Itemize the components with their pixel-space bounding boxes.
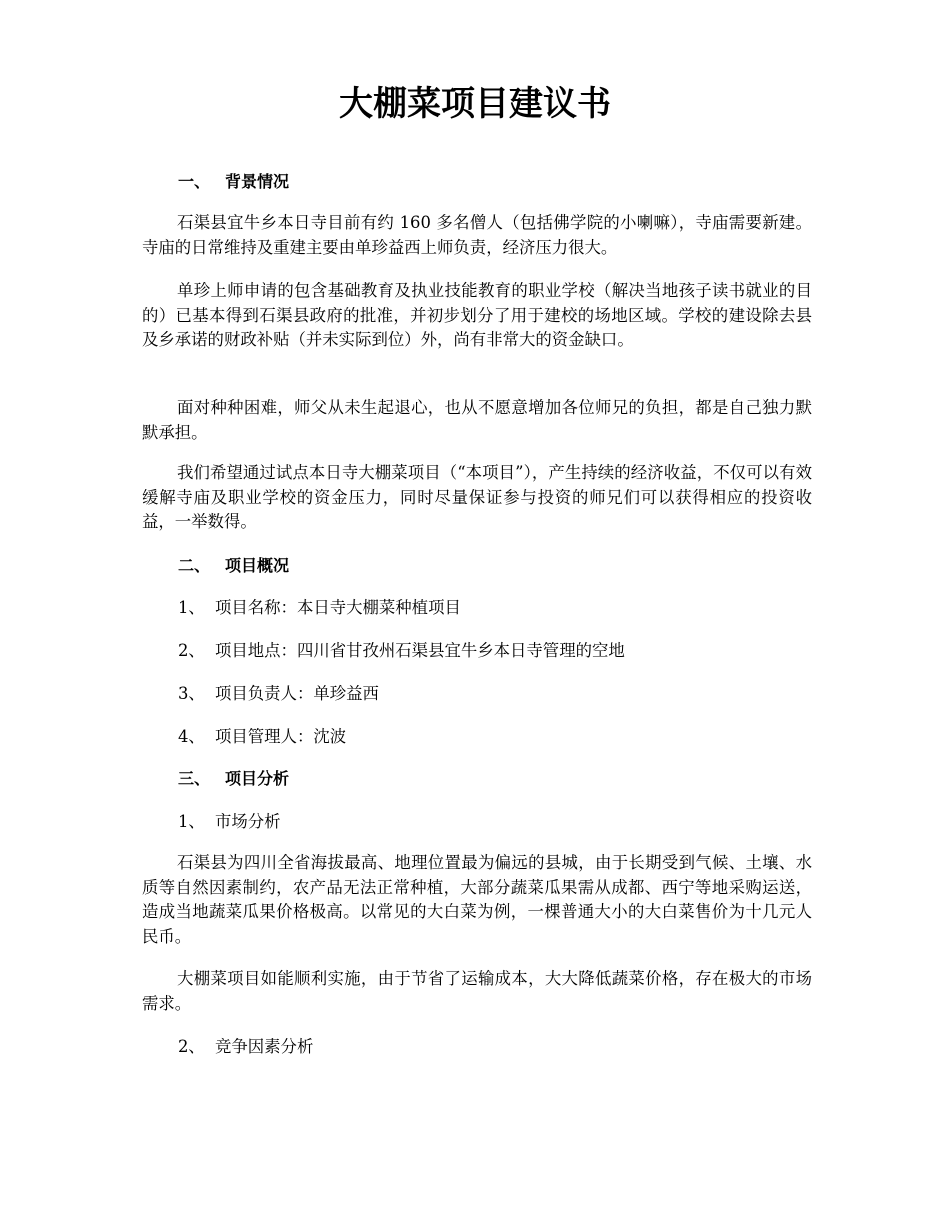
paragraph: 面对种种困难，师父从未生起退心，也从不愿意增加各位师兄的负担，都是自己独力默默承担。 [142,398,812,442]
subsection-title: 竞争因素分析 [215,1037,314,1056]
item-number: 4、 [178,727,205,746]
subsection-heading [178,810,281,834]
item-text: 项目名称：本日寺大棚菜种植项目 [215,598,461,617]
section-number: 三、 [178,769,211,788]
subsection-title: 市场分析 [215,812,281,831]
paragraph: 石渠县为四川全省海拔最高、地理位置最为偏远的县城，由于长期受到气候、土壤、水质等自然因素制约，农产品无法正常种植，大部分蔬菜瓜果需从成都、西宁等地采购运送，造成当地蔬菜瓜果价格极高。以常见的大白菜为例，一棵普通大小的大白菜售价为十几元人民币。 [142,853,812,946]
list-item [178,639,625,663]
document-title: 大棚菜项目建议书 [339,84,611,124]
item-text: 项目管理人：沈波 [215,727,347,746]
item-number: 2、 [178,1037,205,1056]
section-title: 项目分析 [225,769,290,788]
section-number: 一、 [178,172,211,191]
item-number: 1、 [178,812,205,831]
paragraph: 大棚菜项目如能顺利实施，由于节省了运输成本，大大降低蔬菜价格，存在极大的市场需求。 [142,969,812,1013]
list-item [178,596,461,620]
paragraph: 我们希望通过试点本日寺大棚菜项目（“本项目”），产生持续的经济收益，不仅可以有效缓解寺庙及职业学校的资金压力，同时尽量保证参与投资的师兄们可以获得相应的投资收益，一举数得。 [142,463,812,532]
item-text: 项目地点：四川省甘孜州石渠县宜牛乡本日寺管理的空地 [215,641,625,660]
section-heading-analysis [178,767,289,791]
section-number: 二、 [178,556,211,575]
section-heading-background [178,170,289,194]
item-number: 1、 [178,598,205,617]
item-text: 项目负责人：单珍益西 [215,684,379,703]
subsection-heading [178,1035,313,1059]
section-title: 项目概况 [225,556,290,575]
paragraph: 石渠县宜牛乡本日寺目前有约 160 多名僧人（包括佛学院的小喇嘛），寺庙需要新建。寺庙的日常维持及重建主要由单珍益西上师负责，经济压力很大。 [142,213,812,257]
list-item [178,725,346,749]
paragraph: 单珍上师申请的包含基础教育及执业技能教育的职业学校（解决当地孩子读书就业的目的）已基本得到石渠县政府的批准，并初步划分了用于建校的场地区域。学校的建设除去县及乡承诺的财政补贴（并未实际到位）外，尚有非常大的资金缺口。 [142,281,812,350]
section-heading-overview [178,554,289,578]
item-number: 3、 [178,684,205,703]
section-title: 背景情况 [225,172,290,191]
list-item [178,682,379,706]
item-number: 2、 [178,641,205,660]
